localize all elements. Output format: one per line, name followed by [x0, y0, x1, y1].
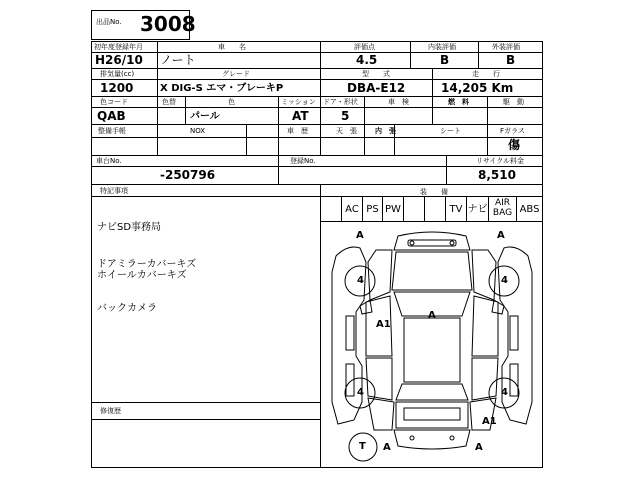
mileage-label: 走 行 — [472, 70, 500, 78]
recycle-value: 8,510 — [478, 168, 516, 182]
car-name-value: ノート — [160, 53, 196, 67]
maintenance-label: 整備手帳 — [98, 127, 126, 135]
mark-rear-bottom-right: A — [475, 442, 483, 453]
chassis-value: -250796 — [160, 168, 216, 182]
exterior-score-label: 外装評価 — [492, 43, 520, 51]
displacement-label: 排気量(cc) — [100, 70, 135, 78]
grade-score-value: 4.5 — [356, 53, 378, 67]
mark-tire-rear-right: 4 — [501, 387, 508, 398]
equip-abs: ABS — [519, 204, 540, 215]
mark-tire-front-right: 4 — [501, 275, 508, 286]
model-label: 型 式 — [362, 70, 390, 78]
equip-navi: ナビ — [467, 204, 488, 215]
mark-tire-spare: T — [359, 441, 366, 452]
fuel-label: 燃 料 — [448, 98, 469, 106]
equip-tv: TV — [449, 204, 463, 215]
mark-front-right: A — [497, 230, 505, 241]
interior-score-label: 内装評価 — [428, 43, 456, 51]
fglass-value: 傷 — [508, 138, 521, 152]
history-label: 車 歴 — [287, 127, 308, 135]
transmission-label: ミッション — [281, 98, 316, 106]
color-change-label: 色替 — [162, 98, 176, 106]
mileage-value: 14,205 Km — [441, 81, 514, 95]
mark-tire-rear-left: 4 — [357, 387, 364, 398]
note-line-3: ホイールカバーキズ — [97, 270, 187, 281]
notes-label: 特記事項 — [100, 187, 128, 195]
color-code-value: QAB — [97, 109, 126, 123]
equip-pw: PW — [385, 204, 401, 215]
doors-label: ドア・形状 — [323, 98, 358, 106]
nox-label: NOX — [190, 127, 206, 135]
equip-ps: PS — [366, 204, 379, 215]
note-line-1: ナビSD事務局 — [97, 222, 162, 233]
seat-label: シート — [440, 127, 461, 135]
mark-rear-right: A1 — [482, 416, 497, 427]
note-line-4: バックカメラ — [97, 303, 157, 314]
registration-value: H26/10 — [95, 53, 143, 67]
repair-history-label: 修復歴 — [100, 407, 121, 415]
equip-airbag: AIR BAG — [492, 198, 513, 218]
interior-score-value: B — [440, 53, 450, 67]
ceiling-label: 天 張 — [336, 127, 357, 135]
fglass-label: Fガラス — [500, 127, 525, 135]
reg-no-label: 登録No. — [290, 157, 316, 165]
mark-tire-front-left: 4 — [357, 275, 364, 286]
color-label: 色 — [228, 98, 235, 106]
exterior-score-value: B — [506, 53, 516, 67]
mark-rear-bottom-left: A — [383, 442, 391, 453]
grade-label: グレード — [222, 70, 250, 78]
vehicle-diagram — [332, 232, 532, 461]
inspection-label: 車 検 — [388, 98, 409, 106]
displacement-value: 1200 — [100, 81, 134, 95]
mark-roof: A — [428, 310, 436, 321]
chassis-label: 車台No. — [96, 157, 122, 165]
color-code-label: 色コード — [100, 98, 128, 106]
recycle-label: リサイクル料金 — [476, 157, 525, 165]
mark-left-side: A1 — [376, 319, 391, 330]
model-value: DBA-E12 — [347, 81, 406, 95]
car-name-label: 車 名 — [218, 43, 246, 51]
equip-ac: AC — [345, 204, 359, 215]
interior-label: 内 張 — [375, 127, 396, 135]
drive-label: 駆 動 — [503, 98, 524, 106]
note-line-2: ドアミラーカバーキズ — [97, 259, 197, 270]
transmission-value: AT — [292, 109, 309, 123]
lot-number: 3008 — [140, 12, 196, 36]
doors-value: 5 — [341, 109, 350, 123]
grade-value: X DIG-S エマ・ブレーキP — [160, 83, 284, 94]
registration-label: 初年度登録年月 — [94, 43, 143, 51]
grade-score-label: 評価点 — [354, 43, 375, 51]
lot-number-label: 出品No. — [96, 18, 122, 26]
equipment-label: 装 備 — [420, 188, 448, 196]
mark-front-left: A — [356, 230, 364, 241]
color-value: パール — [190, 111, 220, 122]
